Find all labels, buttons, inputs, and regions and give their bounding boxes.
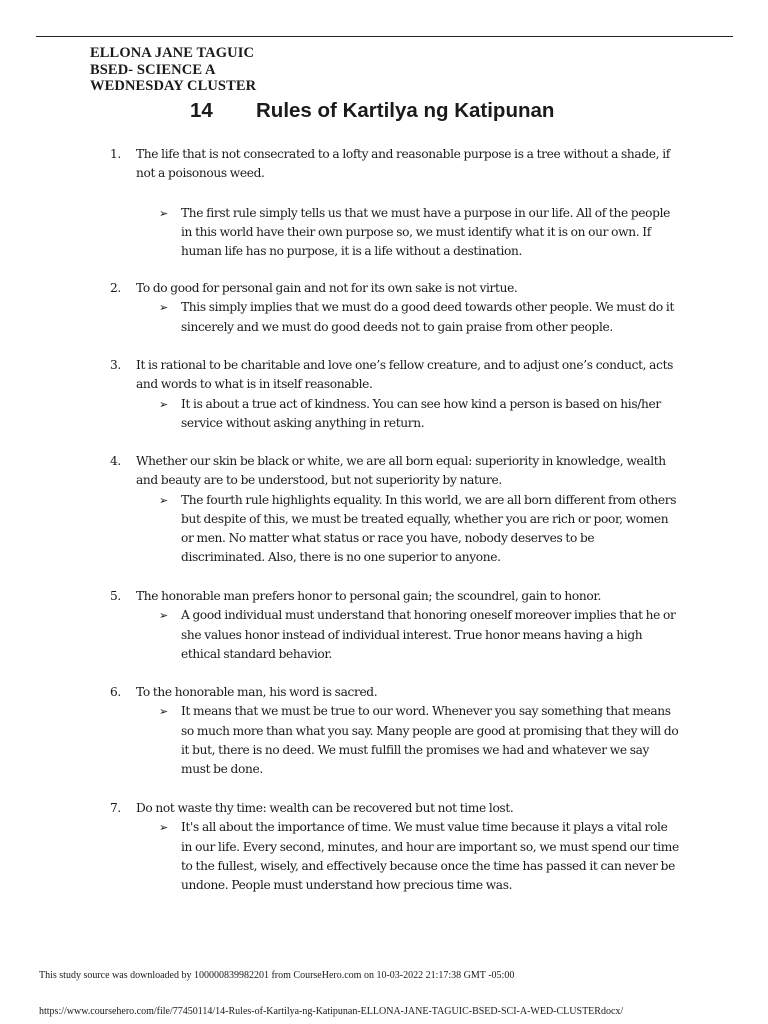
rule-number: 4. bbox=[110, 454, 121, 468]
author-name: ELLONA JANE TAGUIC bbox=[90, 45, 255, 61]
rule-explanation bbox=[159, 702, 681, 779]
author-cluster: WEDNESDAY CLUSTER bbox=[90, 78, 257, 94]
rule-text: The honorable man prefers honor to personal gain; the scoundrel, gain to honor. bbox=[136, 589, 601, 603]
rule-explanation-text: The fourth rule highlights equality. In this world, we are all born different from others but despite of this, we must be treated equally, whether you are rich or poor, women or men. No matter what status or race you have, nobody deserves to be discriminated. Also, there is no one superior to anyone. bbox=[181, 492, 677, 565]
rule-text: To the honorable man, his word is sacred. bbox=[136, 685, 378, 699]
rule-item-3 bbox=[110, 356, 690, 433]
rule-explanation-text: The first rule simply tells us that we must have a purpose in our life. All of the people in this world have their own purpose so, we must identify what it is on our own. If human life has no purpose, it is a life without a destination. bbox=[181, 205, 671, 259]
rule-explanation-text: This simply implies that we must do a good deed towards other people. We must do it sincerely and we must do good deeds not to gain praise from other people. bbox=[181, 300, 675, 334]
arrow-bullet-icon: ➢ bbox=[159, 301, 168, 315]
rule-text: The life that is not consecrated to a lofty and reasonable purpose is a tree without a shade, if not a poisonous weed. bbox=[136, 147, 670, 181]
rule-explanation bbox=[159, 606, 681, 664]
arrow-bullet-icon: ➢ bbox=[159, 397, 168, 411]
rule-explanation bbox=[159, 491, 681, 568]
document-title bbox=[190, 99, 554, 123]
rule-item-7 bbox=[110, 799, 690, 895]
rule-item-2 bbox=[110, 279, 690, 337]
rule-explanation bbox=[159, 298, 681, 337]
rule-text: Whether our skin be black or white, we are all born equal: superiority in knowledge, wealth and beauty are to be understood, but not superiority by nature. bbox=[136, 454, 666, 488]
rule-explanation bbox=[159, 395, 681, 434]
rule-item-6 bbox=[110, 683, 690, 779]
rule-explanation-text: It means that we must be true to our word. Whenever you say something that means so much more than what you say. Many people are good at promising that they will do it but, there is no deed. We must fulfill the promises we had and whatever we say must be done. bbox=[181, 704, 679, 777]
arrow-bullet-icon: ➢ bbox=[159, 206, 168, 220]
rule-number: 3. bbox=[110, 358, 121, 372]
page-top-divider bbox=[36, 36, 733, 37]
rule-number: 5. bbox=[110, 589, 121, 603]
document-header bbox=[90, 45, 256, 95]
rule-item-5 bbox=[110, 587, 690, 664]
rule-number: 7. bbox=[110, 801, 121, 815]
rule-item-1 bbox=[110, 145, 690, 261]
arrow-bullet-icon: ➢ bbox=[159, 821, 168, 835]
rule-explanation-text: It's all about the importance of time. We must value time because it plays a vital role in our life. Every second, minutes, and hour are important so, we must spend our time to the fullest, wisely, and effectively because once the time has passed it can never be undone. People must understand how precious time was. bbox=[181, 820, 679, 893]
rule-number: 2. bbox=[110, 281, 121, 295]
arrow-bullet-icon: ➢ bbox=[159, 493, 168, 507]
rule-number: 1. bbox=[110, 147, 121, 161]
arrow-bullet-icon: ➢ bbox=[159, 609, 168, 623]
author-course: BSED- SCIENCE A bbox=[90, 61, 216, 78]
rule-explanation-text: A good individual must understand that honoring oneself moreover implies that he or she values honor instead of individual interest. True honor means having a high ethical standard behavior. bbox=[181, 608, 676, 661]
rule-item-4 bbox=[110, 452, 690, 568]
rule-explanation-text: It is about a true act of kindness. You can see how kind a person is based on his/her service without asking anything in return. bbox=[181, 396, 661, 430]
title-text: Rules of Kartilya ng Katipunan bbox=[256, 99, 555, 122]
source-url: https://www.coursehero.com/file/77450114/14-Rules-of-Kartilya-ng-Katipunan-ELLONA-JANE-TAGUIC-BSED-SCI-A-WED-CLUSTERdocx/ bbox=[39, 1006, 624, 1017]
arrow-bullet-icon: ➢ bbox=[159, 705, 168, 719]
download-source-note: This study source was downloaded by 100000839982201 from CourseHero.com on 10-03-2022 21:17:38 GMT -05:00 bbox=[39, 970, 515, 981]
title-number: 14 bbox=[190, 99, 213, 122]
rule-number: 6. bbox=[110, 685, 121, 699]
rule-explanation bbox=[159, 204, 681, 262]
rule-explanation bbox=[159, 818, 681, 895]
rule-text: To do good for personal gain and not for its own sake is not virtue. bbox=[136, 281, 518, 295]
rule-text: Do not waste thy time: wealth can be recovered but not time lost. bbox=[136, 801, 514, 815]
rule-text: It is rational to be charitable and love one’s fellow creature, and to adjust one’s conduct, acts and words to what is in itself reasonable. bbox=[136, 358, 674, 392]
